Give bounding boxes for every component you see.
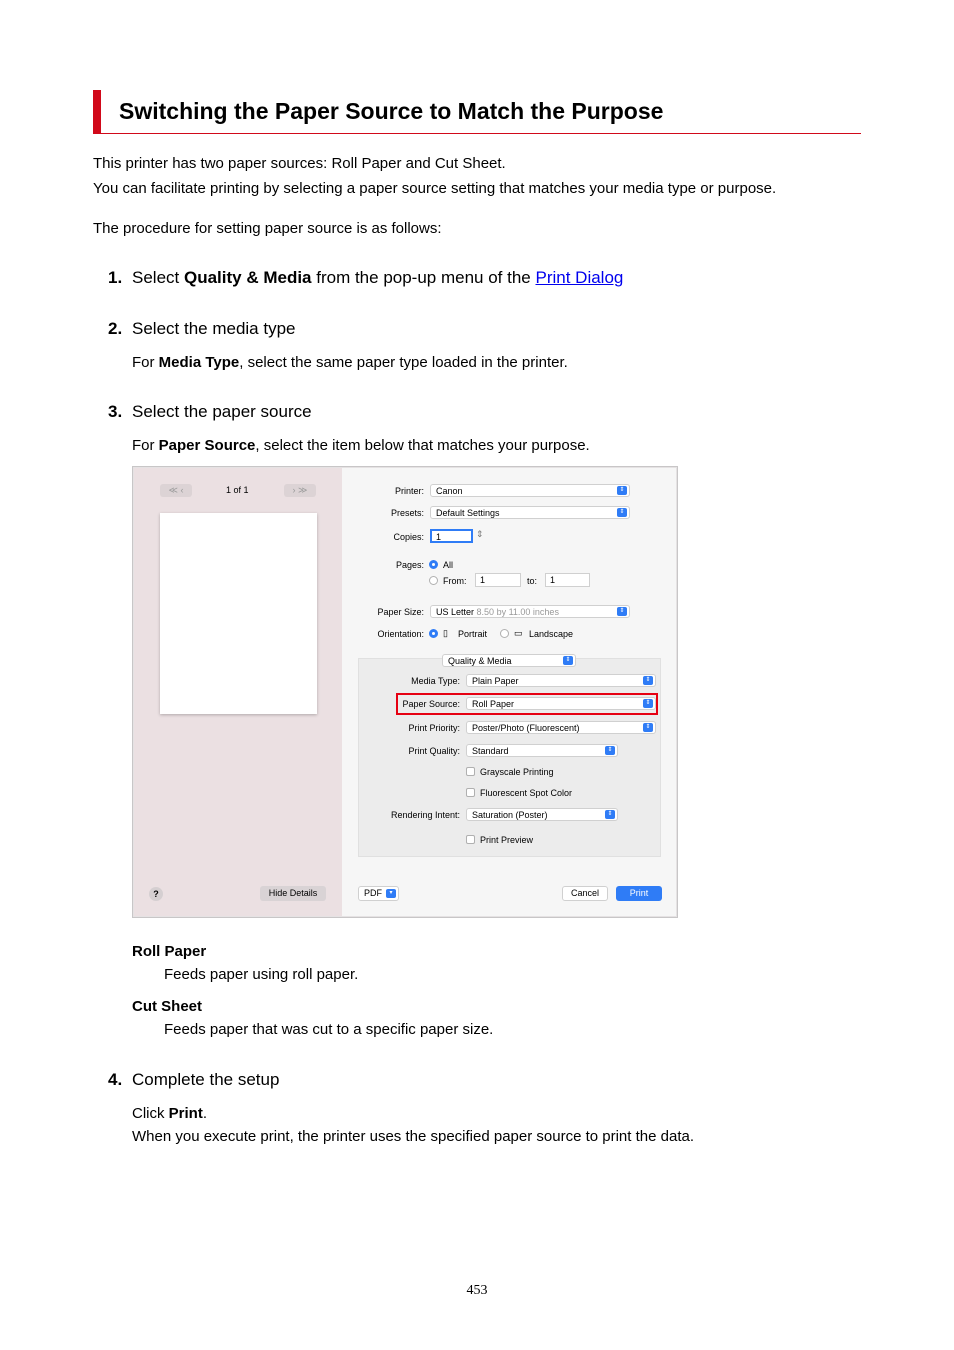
step-1-bold: Quality & Media bbox=[183, 268, 312, 287]
paper-source-label: Paper Source: bbox=[402, 699, 460, 709]
step-2-body-post: , select the same paper type loaded in the printer. bbox=[239, 354, 568, 371]
printer-select[interactable] bbox=[430, 484, 630, 497]
chevron-updown-icon: ⇕ bbox=[605, 746, 615, 755]
paper-source-value: Roll Paper bbox=[472, 699, 515, 709]
step-4-body bbox=[132, 1105, 207, 1122]
hide-details-button[interactable]: Hide Details bbox=[260, 886, 326, 901]
chevron-updown-icon: ⇕ bbox=[643, 699, 653, 708]
intro-line-2: You can facilitate printing by selecting a paper source setting that matches your media type or purpose. bbox=[93, 180, 777, 197]
chevron-down-icon: ▾ bbox=[386, 889, 396, 898]
copies-label: Copies: bbox=[393, 532, 424, 542]
pages-from-input[interactable]: 1 bbox=[475, 573, 521, 587]
page-prev-button[interactable]: ≪ ‹ bbox=[160, 484, 192, 497]
portrait-radio[interactable] bbox=[429, 629, 438, 638]
media-type-label: Media Type: bbox=[411, 676, 460, 686]
print-quality-value: Standard bbox=[472, 746, 509, 756]
page-number: 453 bbox=[466, 1283, 488, 1298]
printer-value: Canon bbox=[436, 486, 463, 496]
page-title: Switching the Paper Source to Match the Purpose bbox=[119, 98, 664, 124]
step-2-body-pre: For bbox=[132, 354, 159, 371]
rendering-intent-value: Saturation (Poster) bbox=[472, 810, 548, 820]
step-2-body bbox=[132, 354, 568, 371]
printer-label: Printer: bbox=[394, 486, 424, 496]
presets-select[interactable] bbox=[430, 506, 630, 519]
pages-label: Pages: bbox=[395, 560, 424, 570]
step-4-text: Complete the setup bbox=[132, 1070, 280, 1089]
step-4-body-pre: Click bbox=[132, 1105, 169, 1122]
definition-desc-cut-sheet: Feeds paper that was cut to a specific paper size. bbox=[164, 1021, 494, 1038]
portrait-icon: ▯ bbox=[443, 628, 448, 638]
step-1-number: 1. bbox=[108, 268, 123, 287]
rendering-intent-select[interactable] bbox=[466, 808, 618, 821]
step-3-body-post: , select the item below that matches your purpose. bbox=[255, 437, 590, 454]
intro-line-3: The procedure for setting paper source is as follows: bbox=[93, 220, 442, 237]
pdf-button[interactable] bbox=[358, 886, 399, 901]
chevron-updown-icon: ⇕ bbox=[617, 508, 627, 517]
quality-media-panel bbox=[358, 658, 661, 857]
step-4-body-post: . bbox=[202, 1105, 208, 1122]
page-preview bbox=[160, 513, 317, 714]
title-accent-bar bbox=[93, 90, 101, 134]
print-dialog-link[interactable]: Print Dialog bbox=[535, 268, 624, 287]
fluorescent-label: Fluorescent Spot Color bbox=[480, 788, 573, 798]
section-menu-value: Quality & Media bbox=[448, 656, 512, 666]
print-preview-label: Print Preview bbox=[480, 835, 534, 845]
print-quality-label: Print Quality: bbox=[408, 746, 460, 756]
step-2-body-bold: Media Type bbox=[158, 354, 240, 371]
cancel-button[interactable]: Cancel bbox=[562, 886, 608, 901]
definition-term-roll-paper: Roll Paper bbox=[132, 943, 207, 960]
chevron-updown-icon: ⇕ bbox=[617, 607, 627, 616]
title-underline bbox=[93, 133, 861, 134]
pages-to-label: to: bbox=[527, 576, 538, 586]
step-3-body-bold: Paper Source bbox=[158, 437, 256, 454]
landscape-radio[interactable] bbox=[500, 629, 509, 638]
paper-size-detail: 8.50 by 11.00 inches bbox=[476, 607, 559, 617]
page-next-button[interactable]: › ≫ bbox=[284, 484, 316, 497]
pdf-label: PDF bbox=[364, 888, 382, 898]
definition-desc-roll-paper: Feeds paper using roll paper. bbox=[164, 966, 359, 983]
rendering-intent-label: Rendering Intent: bbox=[390, 810, 460, 820]
pages-to-input[interactable]: 1 bbox=[545, 573, 590, 587]
presets-value: Default Settings bbox=[436, 508, 500, 518]
print-quality-select[interactable] bbox=[466, 744, 618, 757]
step-4-number: 4. bbox=[108, 1070, 123, 1089]
fluorescent-checkbox[interactable] bbox=[466, 788, 475, 797]
paper-size-value: US Letter bbox=[436, 607, 475, 617]
media-type-select[interactable] bbox=[466, 674, 656, 687]
step-2-text: Select the media type bbox=[132, 319, 296, 338]
portrait-label: Portrait bbox=[458, 629, 488, 639]
step-3-text: Select the paper source bbox=[132, 402, 312, 421]
pages-all-label: All bbox=[443, 560, 454, 570]
chevron-updown-icon: ⇕ bbox=[643, 723, 653, 732]
section-menu-select[interactable] bbox=[442, 654, 576, 667]
paper-size-select[interactable] bbox=[430, 605, 630, 618]
pages-from-label: From: bbox=[443, 576, 467, 586]
step-4-body-2: When you execute print, the printer uses the specified paper source to print the data. bbox=[132, 1128, 694, 1145]
orientation-label: Orientation: bbox=[377, 629, 424, 639]
chevron-updown-icon: ⇕ bbox=[605, 810, 615, 819]
step-1-text bbox=[132, 268, 623, 288]
print-button[interactable]: Print bbox=[616, 886, 662, 901]
print-priority-label: Print Priority: bbox=[408, 723, 460, 733]
paper-size-label: Paper Size: bbox=[377, 607, 424, 617]
grayscale-checkbox[interactable] bbox=[466, 767, 475, 776]
step-3-body-pre: For bbox=[132, 437, 159, 454]
landscape-icon: ▭ bbox=[514, 628, 523, 638]
print-priority-select[interactable] bbox=[466, 721, 656, 734]
paper-source-highlight bbox=[396, 693, 658, 715]
definition-term-cut-sheet: Cut Sheet bbox=[132, 998, 203, 1015]
copies-input[interactable]: 1 bbox=[430, 529, 473, 543]
chevron-updown-icon: ⇕ bbox=[563, 656, 573, 665]
media-type-value: Plain Paper bbox=[472, 676, 519, 686]
chevron-updown-icon: ⇕ bbox=[617, 486, 627, 495]
step-4-body-bold: Print bbox=[168, 1105, 203, 1122]
pages-all-radio[interactable] bbox=[429, 560, 438, 569]
print-preview-checkbox[interactable] bbox=[466, 835, 475, 844]
help-icon[interactable]: ? bbox=[149, 887, 163, 901]
page-count: 1 of 1 bbox=[226, 485, 249, 495]
grayscale-label: Grayscale Printing bbox=[480, 767, 554, 777]
chevron-updown-icon: ⇕ bbox=[643, 676, 653, 685]
copies-stepper-icon[interactable]: ⇕ bbox=[476, 529, 484, 539]
step-3-body bbox=[132, 437, 590, 454]
intro-line-1: This printer has two paper sources: Roll Paper and Cut Sheet. bbox=[93, 155, 506, 172]
pages-range-radio[interactable] bbox=[429, 576, 438, 585]
landscape-label: Landscape bbox=[529, 629, 574, 639]
print-priority-value: Poster/Photo (Fluorescent) bbox=[472, 723, 580, 733]
step-1-mid: from the pop-up menu of the bbox=[311, 268, 536, 287]
presets-label: Presets: bbox=[390, 508, 424, 518]
step-2-number: 2. bbox=[108, 319, 123, 338]
step-3-number: 3. bbox=[108, 402, 123, 421]
step-1-pre: Select bbox=[132, 268, 184, 287]
